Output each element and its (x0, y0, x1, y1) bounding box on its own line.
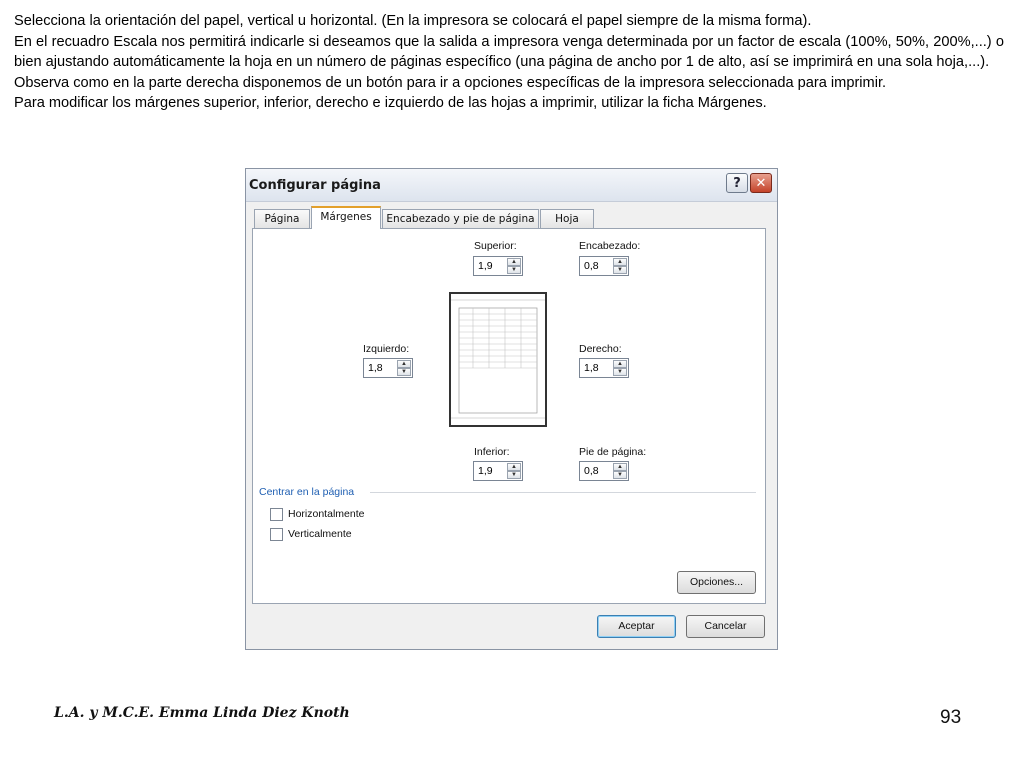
spin-up-icon[interactable]: ▲ (507, 463, 521, 471)
tab-encabezado[interactable]: Encabezado y pie de página (382, 209, 539, 228)
dialog-title: Configurar página (249, 178, 381, 193)
paragraph-options: Observa como en la parte derecha disponemos de un botón para ir a opciones específicas de la impresora seleccionada para imprimir. (14, 74, 887, 91)
options-button[interactable]: Opciones... (677, 571, 756, 594)
spin-up-icon[interactable]: ▲ (507, 258, 521, 266)
help-icon: ? (733, 175, 741, 191)
dialog-titlebar (246, 169, 777, 202)
tab-hoja[interactable]: Hoja (540, 209, 594, 228)
close-button[interactable] (750, 173, 772, 193)
spin-down-icon[interactable]: ▼ (613, 368, 627, 376)
label-superior: Superior: (474, 240, 517, 252)
label-izquierdo: Izquierdo: (363, 343, 410, 355)
paragraph-margins: Para modificar los márgenes superior, inferior, derecho e izquierdo de las hojas a imprimir, utilizar la ficha Márgenes. (14, 95, 767, 112)
spin-up-icon[interactable]: ▲ (613, 258, 627, 266)
close-icon: ✕ (755, 175, 767, 191)
paragraph-orientation: Selecciona la orientación del papel, vertical u horizontal. (En la impresora se colocará el papel siempre de la misma forma). (14, 13, 812, 29)
superior-spinner[interactable] (473, 256, 523, 276)
paragraph-scale: En el recuadro Escala nos permitirá indicarle si deseamos que la salida a impresora venga determinada por un factor de escala (100%, 50%, 200%,...) o bien ajustando automáticamente la hoja en un número de páginas específico (una página de ancho por 1 de alto, así se imprimirá en una sola hoja,...). (14, 33, 1004, 71)
inferior-spinner[interactable] (473, 461, 523, 481)
center-group-label: Centrar en la página (259, 486, 355, 498)
group-divider (370, 492, 756, 493)
spin-down-icon[interactable]: ▼ (613, 471, 627, 479)
instruction-text (14, 11, 1004, 114)
spin-up-icon[interactable]: ▲ (613, 463, 627, 471)
superior-value: 1,9 (478, 260, 493, 272)
spin-up-icon[interactable]: ▲ (397, 360, 411, 368)
spin-down-icon[interactable]: ▼ (507, 471, 521, 479)
derecho-value: 1,8 (584, 362, 599, 374)
horizontal-checkbox[interactable] (270, 508, 283, 521)
spin-up-icon[interactable]: ▲ (613, 360, 627, 368)
pie-spinner[interactable] (579, 461, 629, 481)
encabezado-spinner[interactable] (579, 256, 629, 276)
label-pie: Pie de página: (579, 446, 647, 458)
accept-button[interactable]: Aceptar (597, 615, 676, 638)
label-inferior: Inferior: (474, 446, 510, 458)
vertical-checkbox[interactable] (270, 528, 283, 541)
vertical-label: Verticalmente (288, 528, 352, 540)
pie-value: 0,8 (584, 465, 599, 477)
page-number: 93 (940, 707, 962, 728)
spin-down-icon[interactable]: ▼ (507, 266, 521, 274)
inferior-value: 1,9 (478, 465, 493, 477)
sheet-grid-icon (451, 294, 545, 425)
tab-pagina[interactable]: Página (254, 209, 310, 228)
izquierdo-spinner[interactable] (363, 358, 413, 378)
spin-down-icon[interactable]: ▼ (613, 266, 627, 274)
horizontal-label: Horizontalmente (288, 508, 365, 520)
tab-margenes[interactable]: Márgenes (311, 206, 381, 229)
encabezado-value: 0,8 (584, 260, 599, 272)
derecho-spinner[interactable] (579, 358, 629, 378)
izquierdo-value: 1,8 (368, 362, 383, 374)
page-preview (449, 292, 547, 427)
spin-down-icon[interactable]: ▼ (397, 368, 411, 376)
label-derecho: Derecho: (579, 343, 622, 355)
help-button[interactable] (726, 173, 748, 193)
cancel-button[interactable]: Cancelar (686, 615, 765, 638)
footer-author: L.A. y M.C.E. Emma Linda Diez Knoth (54, 705, 350, 721)
label-encabezado: Encabezado: (579, 240, 641, 252)
